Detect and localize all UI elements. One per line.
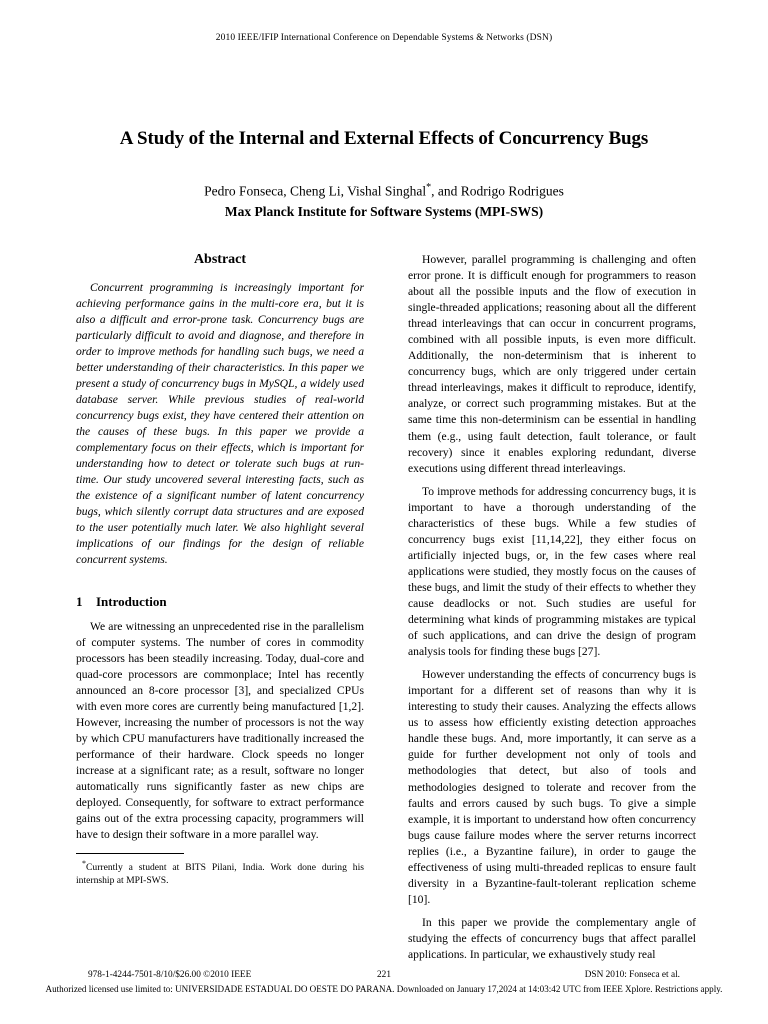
author-footnote-marker: *: [426, 182, 432, 193]
footer-citation: DSN 2010: Fonseca et al.: [584, 970, 680, 980]
paragraph: However, parallel programming is challenging and often error prone. It is difficult enough for programmers to reason about all the possible inputs and the flow of execution in single-threaded applications; reasoning about all the different thread interleavings that can occur in concurrent programs, combined with all possible inputs, is even more difficult. Additionally, the non-determinism that is inherent to concurrency bugs, which are only triggered under certain thread interleavings, makes it difficult to reproduce, identify, analyze, or correct such programming mistakes. But at the same time this non-determinism can be essential in handling them (e.g., using fault detection, fault tolerance, or fault recovery) since it enables exploring redundant, diverse executions using different thread interleavings.: [408, 253, 696, 475]
page-title: A Study of the Internal and External Effects of Concurrency Bugs: [119, 128, 649, 149]
running-header: 2010 IEEE/IFIP International Conference on Dependable Systems & Networks (DSN): [215, 33, 553, 43]
abstract-text: Concurrent programming is increasingly important for achieving performance gains in the multi-core era, but it is also a difficult and error-prone task. Concurrency bugs are particularly difficult to avoid and diagnose, and therefore in order to improve methods for handling such bugs, we need a better understanding of their characteristics. In this paper we present a study of concurrency bugs in MySQL, a widely used database server. While previous studies of real-world concurrency bugs exist, they have centered their attention on the causes of these bugs. In this paper we provide a complementary focus on their effects, which is important for understanding how to detect or tolerate such bugs at run-time. Our study uncovered several interesting facts, such as the existence of a significant number of latent concurrency bugs, which silently corrupt data structures and are exposed to the user potentially much later. We also highlight several implications of our findings for the design of reliable concurrent systems.: [76, 281, 364, 566]
footer-isbn: 978-1-4244-7501-8/10/$26.00 ©2010 IEEE: [88, 970, 252, 980]
footnote-rule: [76, 853, 184, 854]
abstract-heading: Abstract: [193, 252, 247, 267]
left-column: [76, 252, 364, 888]
footer-license-notice: Authorized licensed use limited to: UNIVERSIDADE ESTADUAL DO OESTE DO PARANA. Downloaded on January 17,2024 at 14:03:42 UTC from IEEE Xplore. Restrictions apply.: [45, 984, 723, 994]
author-names-tail: , and Rodrigo Rodrigues: [431, 183, 564, 199]
footnote-text: Currently a student at BITS Pilani, India. Work done during his internship at MPI-SWS.: [76, 862, 364, 887]
footnote-marker: *: [82, 859, 86, 869]
footnote: [76, 859, 364, 888]
paragraph: To improve methods for addressing concurrency bugs, it is important to have a thorough understanding of the characteristics of these bugs. While a few studies of concurrency bugs exist [11,14,22], they either focus on artificially injected bugs, or, in the few cases where real applications were studied, they mostly focus on the causes of these bugs, and limit the study of their effects to whether they cause deadlocks or not. Such studies are useful for determining what kinds of programming mistakes are typical of such applications, and can drive the design of program analysis tools for finding these bugs [27].: [408, 484, 696, 659]
right-column: [408, 252, 696, 970]
page-footer: [0, 970, 768, 1004]
page-number: 221: [377, 970, 391, 980]
section-title: Introduction: [96, 593, 167, 609]
paragraph: In this paper we provide the complementary angle of studying the effects of concurrency bugs that affect parallel applications. In particular, we exhaustively study real: [408, 915, 696, 961]
section-heading-introduction: [76, 594, 364, 610]
paragraph: We are witnessing an unprecedented rise in the parallelism of computer systems. The number of cores in commodity processors has been steadily increasing. Today, dual-core and quad-core processors are commonplace; Intel has recently announced an 8-core processor [3], and specialized CPUs with even more cores are currently being manufactured [1,2]. However, increasing the number of processors is not the way by which CPU manufacturers have traditionally increased the performance of their hardware. Clock speeds no longer increase at a significant rate; as a result, software no longer automatically runs significantly faster as new chips are deployed. Consequently, for software to extract performance gains out of the extra processing capacity, programmers will have to design their software in a more parallel way.: [76, 619, 364, 842]
author-list: [64, 182, 704, 200]
two-column-body: [76, 252, 696, 961]
section-number: 1: [76, 593, 83, 609]
affiliation: Max Planck Institute for Software Systems (MPI-SWS): [224, 204, 544, 219]
paragraph: However understanding the effects of concurrency bugs is important for a different set of reasons than why it is interesting to study their causes. Analyzing the effects allows us to assess how efficiently existing detection approaches handle these bugs. And, more importantly, it can serve as a guide for further development not only of tools and methodologies that detect, but also of tools and methodologies designed to tolerate and recover from the faults and errors caused by such bugs. To give a simple example, it is important to understand how often concurrency bugs cause failure modes where the server returns incorrect replies (i.e., a Byzantine failure), in order to gauge the effectiveness of using multi-threaded replicas to ensure fault diversity in a Byzantine-fault-tolerant replication scheme [10].: [408, 668, 696, 906]
author-names: Pedro Fonseca, Cheng Li, Vishal Singhal: [204, 183, 427, 199]
